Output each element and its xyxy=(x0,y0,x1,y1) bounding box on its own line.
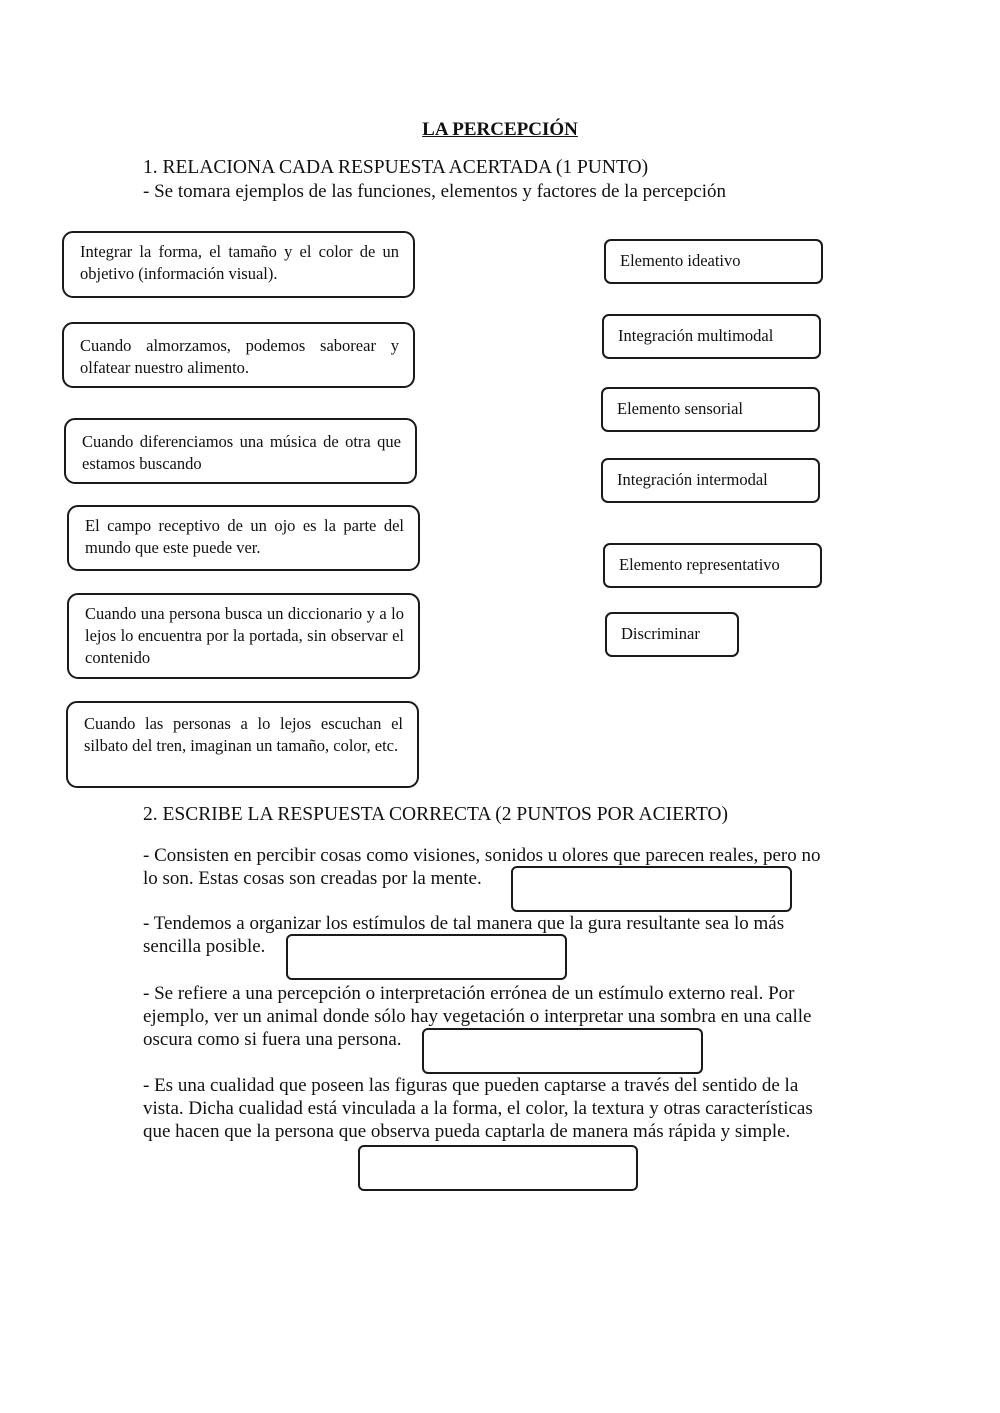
example-box-3[interactable]: Cuando diferenciamos una música de otra que estamos buscando xyxy=(64,418,417,484)
example-box-4[interactable]: El campo receptivo de un ojo es la parte del mundo que este puede ver. xyxy=(67,505,420,571)
example-box-5[interactable]: Cuando una persona busca un diccionario y a lo lejos lo encuentra por la portada, sin observar el contenido xyxy=(67,593,420,679)
option-elemento-representativo[interactable]: Elemento representativo xyxy=(603,543,822,588)
example-box-1[interactable]: Integrar la forma, el tamaño y el color de un objetivo (información visual). xyxy=(62,231,415,298)
section1-heading: 1. RELACIONA CADA RESPUESTA ACERTADA (1 PUNTO) xyxy=(143,157,649,178)
question-4-line-1: - Es una cualidad que poseen las figuras que pueden captarse a través del sentido de la xyxy=(143,1075,799,1096)
question-3-line-3: oscura como si fuera una persona. xyxy=(143,1029,402,1050)
example-box-2[interactable]: Cuando almorzamos, podemos saborear y olfatear nuestro alimento. xyxy=(62,322,415,388)
answer-input-1[interactable] xyxy=(511,866,792,912)
answer-input-4[interactable] xyxy=(358,1145,638,1191)
option-elemento-sensorial[interactable]: Elemento sensorial xyxy=(601,387,820,432)
example-box-6[interactable]: Cuando las personas a lo lejos escuchan el silbato del tren, imaginan un tamaño, color, etc. xyxy=(66,701,419,788)
answer-input-3[interactable] xyxy=(422,1028,703,1074)
option-elemento-ideativo[interactable]: Elemento ideativo xyxy=(604,239,823,284)
question-4-text xyxy=(143,1074,857,1143)
question-3-line-1: - Se refiere a una percepción o interpretación errónea de un estímulo externo real. Por xyxy=(143,983,795,1004)
option-discriminar[interactable]: Discriminar xyxy=(605,612,739,657)
question-4-line-2: vista. Dicha cualidad está vinculada a la forma, el color, la textura y otras características xyxy=(143,1098,813,1119)
option-integracion-intermodal[interactable]: Integración intermodal xyxy=(601,458,820,503)
option-integracion-multimodal[interactable]: Integración multimodal xyxy=(602,314,821,359)
section2-heading: 2. ESCRIBE LA RESPUESTA CORRECTA (2 PUNTOS POR ACIERTO) xyxy=(143,804,728,825)
question-4-line-3: que hacen que la persona que observa pueda captarla de manera más rápida y simple. xyxy=(143,1121,791,1142)
question-2-line-2: sencilla posible. xyxy=(143,936,266,957)
question-2-line-1: - Tendemos a organizar los estímulos de tal manera que la gura resultante sea lo más xyxy=(143,913,785,934)
question-3-line-2: ejemplo, ver un animal donde sólo hay vegetación o interpretar una sombra en una calle xyxy=(143,1006,812,1027)
question-1-line-2: lo son. Estas cosas son creadas por la mente. xyxy=(143,868,482,889)
page-title: LA PERCEPCIÓN xyxy=(422,119,578,140)
answer-input-2[interactable] xyxy=(286,934,567,980)
question-1-line-1: - Consisten en percibir cosas como visiones, sonidos u olores que parecen reales, pero no xyxy=(143,845,821,866)
section1-subtitle: - Se tomara ejemplos de las funciones, elementos y factores de la percepción xyxy=(143,181,726,202)
